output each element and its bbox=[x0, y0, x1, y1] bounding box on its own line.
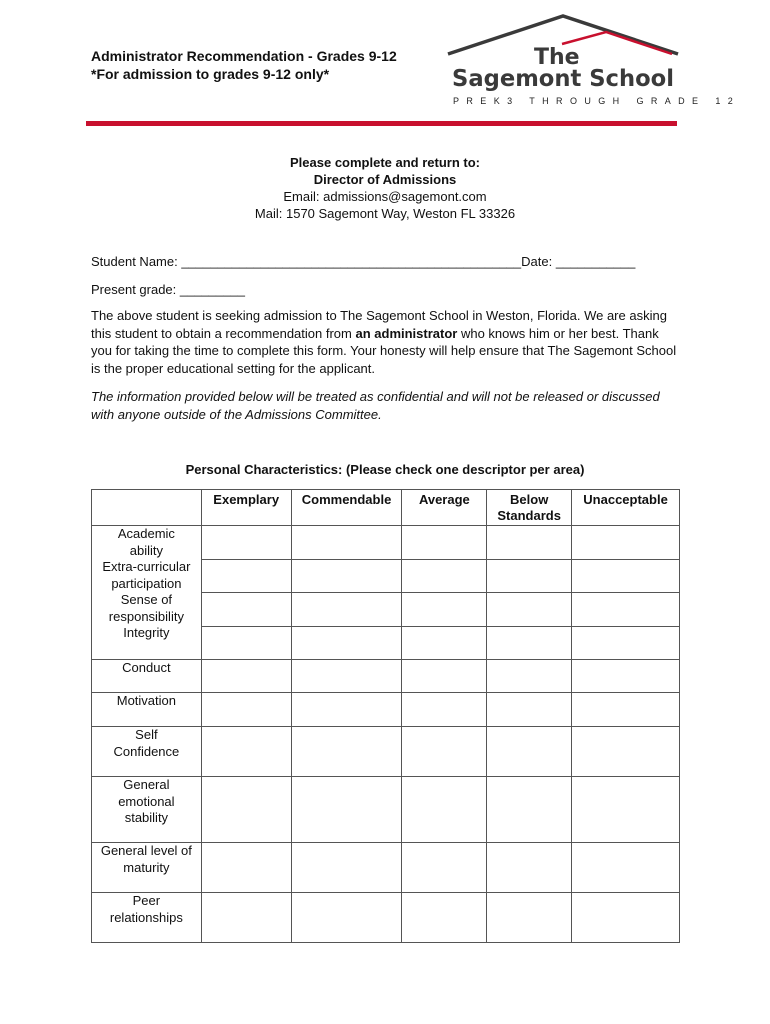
row-label-extra-1: Extra-curricular bbox=[102, 559, 191, 574]
check-cell[interactable] bbox=[291, 526, 402, 560]
row-label-integrity: Integrity bbox=[123, 625, 170, 640]
intro-text-bold: an administrator bbox=[355, 325, 458, 341]
return-email: Email: admissions@sagemont.com bbox=[283, 189, 487, 204]
check-cell[interactable] bbox=[291, 777, 402, 843]
check-cell[interactable] bbox=[201, 593, 291, 627]
check-cell[interactable] bbox=[291, 660, 402, 693]
form-title bbox=[91, 47, 397, 83]
return-heading: Please complete and return to: bbox=[290, 155, 480, 170]
check-cell[interactable] bbox=[201, 727, 291, 777]
check-cell[interactable] bbox=[487, 593, 572, 627]
check-cell[interactable] bbox=[572, 593, 680, 627]
check-cell[interactable] bbox=[487, 843, 572, 893]
row-label-confidence bbox=[92, 727, 202, 777]
check-cell[interactable] bbox=[572, 693, 680, 727]
present-grade-field[interactable]: Present grade: _________ bbox=[91, 282, 245, 297]
check-cell[interactable] bbox=[572, 893, 680, 943]
row-label-stability-3: stability bbox=[124, 810, 169, 825]
row-label-peer-1: Peer bbox=[132, 893, 161, 908]
check-cell[interactable] bbox=[572, 660, 680, 693]
check-cell[interactable] bbox=[487, 627, 572, 660]
return-recipient: Director of Admissions bbox=[313, 172, 457, 187]
check-cell[interactable] bbox=[572, 843, 680, 893]
check-cell[interactable] bbox=[572, 777, 680, 843]
check-cell[interactable] bbox=[402, 727, 487, 777]
row-label-peer bbox=[92, 893, 202, 943]
check-cell[interactable] bbox=[487, 660, 572, 693]
check-cell[interactable] bbox=[201, 526, 291, 560]
col-unacceptable: Unacceptable bbox=[572, 490, 680, 526]
check-cell[interactable] bbox=[572, 727, 680, 777]
col-commendable: Commendable bbox=[291, 490, 402, 526]
row-label-maturity-2: maturity bbox=[123, 859, 170, 875]
check-cell[interactable] bbox=[487, 560, 572, 593]
corner-cell bbox=[92, 490, 202, 526]
table-title: Personal Characteristics: (Please check one descriptor per area) bbox=[185, 462, 585, 477]
check-cell[interactable] bbox=[402, 526, 487, 560]
intro-text-2: who knows him or her best. Thank you for taking the time to complete this form. Your honesty will help ensure that The Sagemont School is the proper educational setting for the applicant. bbox=[91, 325, 677, 376]
table-row bbox=[92, 843, 680, 893]
check-cell[interactable] bbox=[402, 777, 487, 843]
row-label-academic-2: ability bbox=[129, 542, 163, 558]
table-row bbox=[92, 660, 680, 693]
row-label-stability-1: General bbox=[123, 777, 170, 792]
form-title-line1: Administrator Recommendation - Grades 9-12 bbox=[91, 48, 397, 64]
row-label-academic-1: Academic bbox=[117, 526, 175, 541]
col-exemplary: Exemplary bbox=[201, 490, 291, 526]
check-cell[interactable] bbox=[402, 593, 487, 627]
row-label-maturity bbox=[92, 843, 202, 893]
row-label-stability bbox=[92, 777, 202, 843]
check-cell[interactable] bbox=[402, 660, 487, 693]
logo-tagline: PREK3 THROUGH GRADE 12 bbox=[453, 96, 741, 106]
row-label-motivation: Motivation bbox=[92, 693, 202, 727]
row-label-extra-2: participation bbox=[111, 575, 182, 591]
check-cell[interactable] bbox=[402, 893, 487, 943]
col-below-line1: Below bbox=[510, 492, 549, 507]
check-cell[interactable] bbox=[291, 727, 402, 777]
table-row bbox=[92, 727, 680, 777]
row-label-group bbox=[92, 526, 202, 660]
row-label-responsibility-2: responsibility bbox=[108, 608, 184, 624]
col-below-line2: Standards bbox=[497, 508, 561, 523]
check-cell[interactable] bbox=[201, 893, 291, 943]
check-cell[interactable] bbox=[291, 560, 402, 593]
table-row bbox=[92, 693, 680, 727]
check-cell[interactable] bbox=[201, 693, 291, 727]
table-row bbox=[92, 777, 680, 843]
check-cell[interactable] bbox=[291, 893, 402, 943]
check-cell[interactable] bbox=[291, 593, 402, 627]
col-average: Average bbox=[402, 490, 487, 526]
return-mail: Mail: 1570 Sagemont Way, Weston FL 33326 bbox=[254, 206, 516, 221]
intro-paragraph bbox=[91, 307, 683, 377]
check-cell[interactable] bbox=[572, 627, 680, 660]
check-cell[interactable] bbox=[487, 727, 572, 777]
row-label-stability-2: emotional bbox=[118, 793, 175, 809]
student-name-field[interactable]: Student Name: _______________________________________________Date: ___________ bbox=[91, 254, 636, 269]
form-title-line2: *For admission to grades 9-12 only* bbox=[91, 66, 330, 82]
check-cell[interactable] bbox=[487, 693, 572, 727]
row-label-confidence-2: Confidence bbox=[113, 743, 180, 759]
row-label-responsibility-1: Sense of bbox=[120, 592, 173, 607]
intro-text-1: The above student is seeking admission to The Sagemont School in Weston, Florida. We are asking this student to obtain a recommendation from bbox=[91, 308, 667, 341]
table-header-row bbox=[92, 490, 680, 526]
row-label-peer-2: relationships bbox=[109, 909, 183, 925]
check-cell[interactable] bbox=[402, 627, 487, 660]
return-info bbox=[91, 154, 679, 222]
check-cell[interactable] bbox=[487, 526, 572, 560]
row-label-conduct: Conduct bbox=[92, 660, 202, 693]
check-cell[interactable] bbox=[402, 693, 487, 727]
check-cell[interactable] bbox=[291, 843, 402, 893]
check-cell[interactable] bbox=[291, 627, 402, 660]
check-cell[interactable] bbox=[402, 560, 487, 593]
check-cell[interactable] bbox=[201, 660, 291, 693]
header-divider bbox=[86, 121, 677, 126]
row-label-confidence-1: Self bbox=[135, 727, 158, 742]
check-cell[interactable] bbox=[572, 526, 680, 560]
check-cell[interactable] bbox=[201, 627, 291, 660]
characteristics-table bbox=[91, 489, 680, 943]
check-cell[interactable] bbox=[201, 843, 291, 893]
check-cell[interactable] bbox=[402, 843, 487, 893]
confidential-note: The information provided below will be treated as confidential and will not be released or discussed with anyone outside of the Admissions Committee. bbox=[91, 389, 660, 422]
table-row bbox=[92, 893, 680, 943]
col-below-standards bbox=[487, 490, 572, 526]
check-cell[interactable] bbox=[572, 560, 680, 593]
table-row bbox=[92, 526, 680, 560]
logo-name-line2: Sagemont School bbox=[452, 66, 674, 92]
logo-name-line1: The bbox=[534, 45, 580, 70]
check-cell[interactable] bbox=[291, 693, 402, 727]
check-cell[interactable] bbox=[201, 777, 291, 843]
check-cell[interactable] bbox=[487, 777, 572, 843]
check-cell[interactable] bbox=[201, 560, 291, 593]
row-label-maturity-1: General level of bbox=[100, 843, 192, 858]
check-cell[interactable] bbox=[487, 893, 572, 943]
